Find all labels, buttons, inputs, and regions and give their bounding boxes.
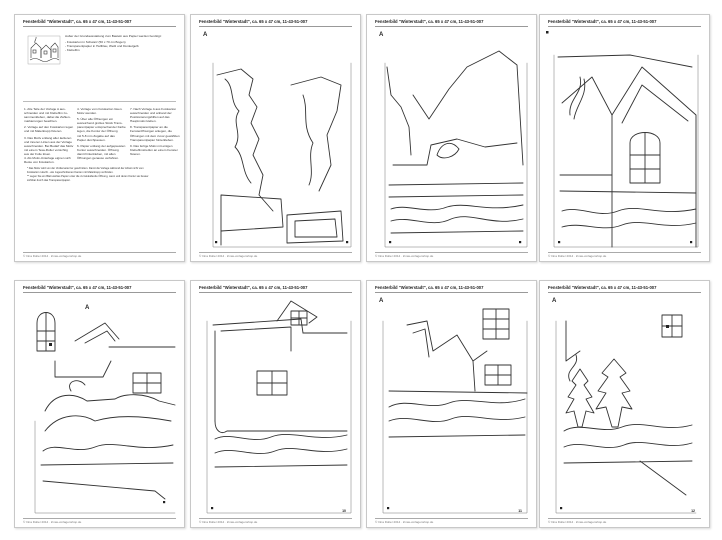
step-line: 2. Vorlage auf den Fotokarton legen [24, 125, 74, 130]
footnote-line: Fotokarton rutscht - wie zugeschnittenen Kanten mit Malerkrepp verbinden. [27, 170, 114, 174]
step-line: 6. Papier entlang der aufgepausten [77, 143, 126, 148]
steps-column-2 [77, 107, 127, 160]
page-footer: © Irina Dolter 2014 · irinas-vorlagenshop.de [199, 254, 258, 258]
page-footer: © Irina Dolter 2014 · irinas-vorlagenshop.de [375, 254, 434, 258]
template-outline-drawing [367, 15, 537, 262]
footnote-line: sichtbar durch das Transparentpapier. [27, 178, 71, 182]
material-item: - Klebefilm [65, 48, 80, 53]
page-number: 12 [691, 509, 695, 513]
step-line: Reste von Fotokarton. [24, 160, 55, 165]
steps-column-3 [130, 107, 180, 156]
footer-rule [375, 252, 528, 253]
step-line: aus der Folie lösen. [24, 151, 51, 156]
footnote-line: ** Legen Sie ein Blatt weißes Papier unter die zu bekleidende Öffnung, wenn und deren Kontur sie besser [27, 175, 149, 179]
step-line: legen, die Kontur der Öffnung [77, 129, 118, 134]
page-footer: © Irina Dolter 2014 · irinas-vorlagenshop.de [23, 520, 82, 524]
page-footer: © Irina Dolter 2014 · irinas-vorlagenshop.de [548, 254, 607, 258]
footer-rule [199, 252, 352, 253]
template-outline-drawing [191, 15, 361, 262]
page-title: Fensterbild "Winterstadt", ca. 65 x 47 cm, 11-43-51-007 [548, 19, 657, 24]
materials-intro: Außer der Grundausstattung zum Basteln aus Papier werden benötigt: [65, 34, 162, 38]
footnote-line: * Das Motiv wird von der Vorderseite her geschnitten. Damit die Vorlage während der Arbeit nicht vom [27, 167, 144, 170]
template-letter: A [379, 298, 384, 304]
page-title: Fensterbild "Winterstadt", ca. 65 x 47 cm, 11-43-51-007 [23, 285, 132, 290]
template-letter: A [203, 32, 208, 38]
template-outline-drawing [367, 281, 537, 528]
page-title: Fensterbild "Winterstadt", ca. 65 x 47 cm, 11-43-51-007 [375, 19, 484, 24]
step-line: ausschneiden. Bei Bedarf das Motiv [24, 143, 74, 148]
template-letter: A [552, 298, 557, 304]
step-line: 7. Nach Vorlage A aus Fotokarton [130, 107, 177, 111]
template-letter: A [85, 305, 90, 311]
template-outline-drawing [15, 281, 185, 528]
step-line: 1. Alle Teile der Vorlage A aus- [24, 107, 66, 111]
step-line: mit einem Tesa-Roller vorsichtig [24, 147, 68, 152]
materials-block [65, 34, 179, 52]
step-line: parentpapier entsprechender Farbe [77, 125, 126, 130]
step-line: ausreichend großes Stück Trans- [77, 121, 123, 126]
motif-preview-thumbnail [27, 34, 61, 66]
template-letter: A [379, 32, 384, 38]
step-line: Transparentpapier hinterkleben. [130, 137, 174, 142]
step-line: markierungen beachten. [24, 119, 58, 124]
step-line: mit 5-8 mm Zugabe auf das [77, 133, 115, 138]
template-page-1 [14, 14, 185, 262]
page-title: Fensterbild "Winterstadt", ca. 65 x 47 cm, 11-43-51-007 [548, 285, 657, 290]
template-outline-drawing [191, 281, 361, 528]
page-footer: © Irina Dolter 2014 · irinas-vorlagenshop.de [548, 520, 607, 524]
footer-rule [23, 252, 176, 253]
step-line: 9. Das fertige Motiv mit einigen [130, 143, 173, 148]
page-number: 10 [342, 509, 346, 513]
template-page-2 [190, 14, 361, 262]
footer-rule [548, 518, 701, 519]
page-footer: © Irina Dolter 2014 · irinas-vorlagenshop.de [199, 520, 258, 524]
page-title: Fensterbild "Winterstadt", ca. 65 x 47 cm, 11-43-51-007 [375, 285, 484, 290]
step-line: Papier durchpausen. [77, 137, 106, 142]
step-line: Positionierungshilfen auf das [130, 115, 170, 120]
page-title: Fensterbild "Winterstadt", ca. 65 x 47 cm, 11-43-51-007 [23, 19, 132, 24]
template-page-6 [190, 280, 361, 528]
step-line: Öffnungen genauso verfahren. [77, 156, 119, 161]
step-line: Klebefilmstreifen an einem Fenster [130, 147, 178, 152]
step-line: 4. Vorlage vom Fotokarton lösen. [77, 107, 123, 111]
material-item: - Fotokarton in Schwarz (50 x 70 cm Bogen) [65, 40, 126, 45]
template-page-8 [539, 280, 710, 528]
step-line: 5. Über alle Öffnungen ein [77, 117, 114, 122]
step-line: 3. Das Motiv entlang aller äußeren [24, 135, 72, 140]
footer-rule [548, 252, 701, 253]
step-line: fixieren. [130, 151, 141, 156]
step-line: 8. Transparentpapier an die [130, 125, 168, 130]
step-line: Kontur ausschneiden. Öffnung [77, 147, 119, 152]
step-line: Hauptmotiv kleben. [130, 119, 157, 124]
step-line: ausschneiden und anhand der [130, 111, 172, 116]
step-line: sammenkleben, dabei die Zahlen- [24, 115, 71, 120]
steps-column-1 [24, 107, 74, 164]
step-line: Motiv wenden. [77, 111, 97, 116]
step-line: damit hinterkleben, mit allen [77, 151, 116, 156]
footer-rule [199, 518, 352, 519]
step-line: und inneren Linien aus der Vorlage [24, 139, 72, 144]
step-line: 4. Als Motiv-Unterlage eignen sich [24, 156, 71, 161]
footer-rule [375, 518, 528, 519]
page-title: Fensterbild "Winterstadt", ca. 65 x 47 cm, 11-43-51-007 [199, 285, 308, 290]
footer-rule [23, 518, 176, 519]
step-line: Öffnungen mit dem zuvor gewählten [130, 133, 180, 138]
template-outline-drawing [540, 281, 710, 528]
page-footer: © Irina Dolter 2014 · irinas-vorlagenshop.de [23, 254, 82, 258]
step-line: Fensteröffnungen anlegen, die [130, 129, 172, 134]
footnotes [27, 167, 177, 182]
template-page-7 [366, 280, 537, 528]
step-line: schneiden und mit Klebefilm zu- [24, 111, 68, 116]
template-page-3 [366, 14, 537, 262]
template-page-5 [14, 280, 185, 528]
material-item: - Transparentpapier in Hellblau, Weiß und Dunkelgelb [65, 44, 139, 49]
page-number: 11 [518, 509, 522, 513]
step-line: und mit Malerkrepp fixieren. [24, 129, 63, 134]
title-rule [23, 26, 176, 27]
template-outline-drawing [540, 15, 710, 262]
page-footer: © Irina Dolter 2014 · irinas-vorlagenshop.de [375, 520, 434, 524]
section-rule [23, 101, 176, 102]
page-title: Fensterbild "Winterstadt", ca. 65 x 47 cm, 11-43-51-007 [199, 19, 308, 24]
template-page-4 [539, 14, 710, 262]
